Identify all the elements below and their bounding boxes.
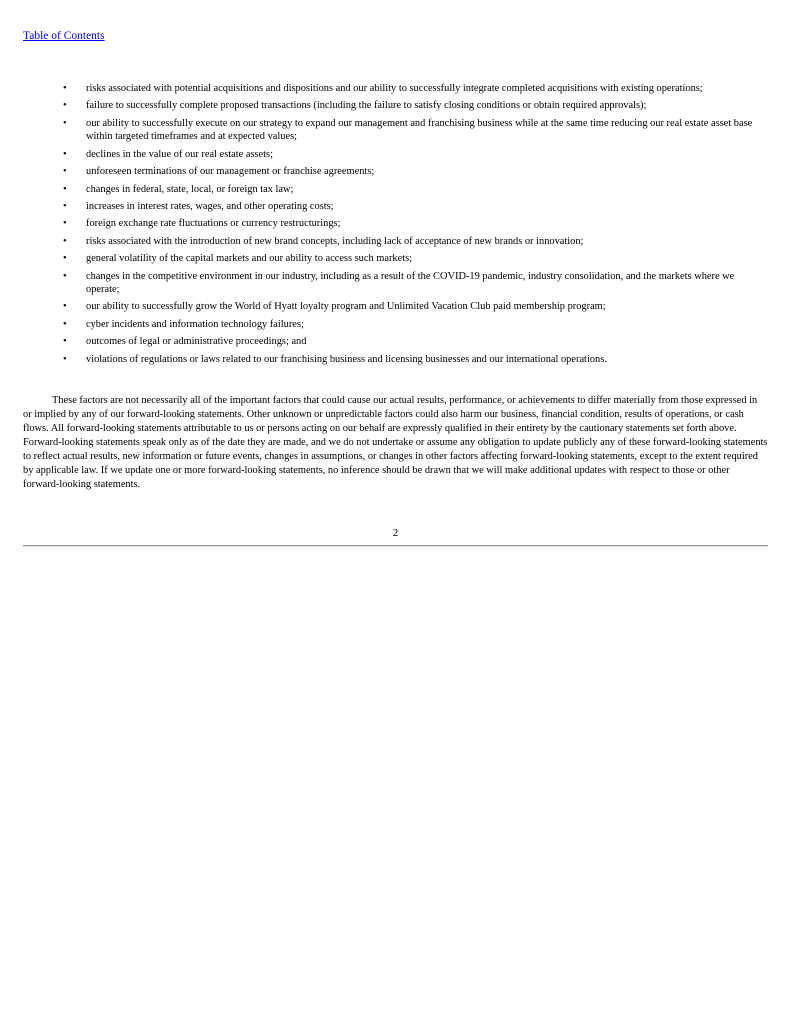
bullet-icon: • bbox=[63, 218, 67, 230]
bullet-icon: • bbox=[63, 100, 67, 112]
list-item-text: general volatility of the capital markets and our ability to access such markets; bbox=[86, 253, 413, 265]
list-item-text: increases in interest rates, wages, and other operating costs; bbox=[86, 200, 334, 212]
list-item-text: changes in the competitive environment in our industry, including as a result of the COVID-19 pandemic, industry consolidation, and the markets where we operate; bbox=[86, 270, 735, 296]
bullet-icon: • bbox=[63, 318, 67, 330]
bullet-icon: • bbox=[63, 117, 67, 129]
list-item-text: foreign exchange rate fluctuations or currency restructurings; bbox=[86, 218, 341, 230]
list-item-text: risks associated with potential acquisitions and dispositions and our ability to successfully integrate completed acquisitions with existing operations; bbox=[86, 83, 703, 94]
list-item bbox=[62, 117, 768, 144]
bullet-icon: • bbox=[63, 235, 67, 247]
list-item bbox=[62, 235, 768, 249]
bullet-icon: • bbox=[63, 253, 67, 265]
list-item-text: unforeseen terminations of our management or franchise agreements; bbox=[86, 166, 375, 178]
bullet-icon: • bbox=[63, 270, 67, 282]
list-item bbox=[62, 200, 768, 214]
page-number: 2 bbox=[392, 527, 399, 539]
list-item-text: outcomes of legal or administrative proceedings; and bbox=[86, 336, 307, 348]
list-item bbox=[62, 165, 768, 179]
bullet-icon: • bbox=[63, 353, 67, 365]
list-item bbox=[62, 318, 768, 332]
list-item bbox=[62, 148, 768, 162]
page-divider bbox=[23, 545, 768, 547]
list-item bbox=[62, 99, 768, 113]
list-item bbox=[62, 335, 768, 349]
bullet-icon: • bbox=[63, 183, 67, 195]
bullet-icon: • bbox=[63, 83, 67, 94]
risk-factor-list bbox=[62, 82, 768, 370]
list-item-text: failure to successfully complete proposed transactions (including the failure to satisfy closing conditions or obtain required approvals); bbox=[86, 100, 647, 112]
list-item bbox=[62, 300, 768, 314]
list-item bbox=[62, 252, 768, 266]
list-item-text: our ability to successfully grow the World of Hyatt loyalty program and Unlimited Vacation Club paid membership program; bbox=[86, 301, 606, 313]
list-item bbox=[62, 82, 768, 96]
list-item bbox=[62, 183, 768, 197]
bullet-icon: • bbox=[63, 301, 67, 313]
list-item bbox=[62, 270, 768, 297]
table-of-contents-link[interactable]: Table of Contents bbox=[23, 30, 105, 42]
cautionary-paragraph: These factors are not necessarily all of the important factors that could cause our actual results, performance, or achievements to differ materially from those expressed in or implied by any of our forward-looking statements. Other unknown or unpredictable factors could also harm our business, financial condition, results of operations, or cash flows. All forward-looking statements attributable to us or persons acting on our behalf are expressly qualified in their entirety by the cautionary statements set forth above. Forward-looking statements speak only as of the date they are made, and we do not undertake or assume any obligation to update publicly any of these forward-looking statements to reflect actual results, new information or future events, changes in assumptions, or changes in other factors affecting forward-looking statements, except to the extent required by applicable law. If we update one or more forward-looking statements, no inference should be drawn that we will make additional updates with respect to those or other forward-looking statements. bbox=[23, 395, 768, 490]
bullet-icon: • bbox=[63, 166, 67, 178]
list-item bbox=[62, 353, 768, 367]
list-item-text: our ability to successfully execute on our strategy to expand our management and franchising business while at the same time reducing our real estate asset base within targeted timeframes and at expected values; bbox=[86, 117, 753, 143]
bullet-icon: • bbox=[63, 200, 67, 212]
list-item-text: changes in federal, state, local, or foreign tax law; bbox=[86, 183, 294, 195]
list-item-text: violations of regulations or laws related to our franchising business and licensing businesses and our international operations. bbox=[86, 353, 607, 365]
bullet-icon: • bbox=[63, 148, 67, 160]
bullet-icon: • bbox=[63, 336, 67, 348]
list-item-text: cyber incidents and information technology failures; bbox=[86, 318, 304, 330]
list-item-text: risks associated with the introduction of new brand concepts, including lack of acceptance of new brands or innovation; bbox=[86, 235, 584, 247]
list-item-text: declines in the value of our real estate assets; bbox=[86, 148, 273, 160]
list-item bbox=[62, 217, 768, 231]
